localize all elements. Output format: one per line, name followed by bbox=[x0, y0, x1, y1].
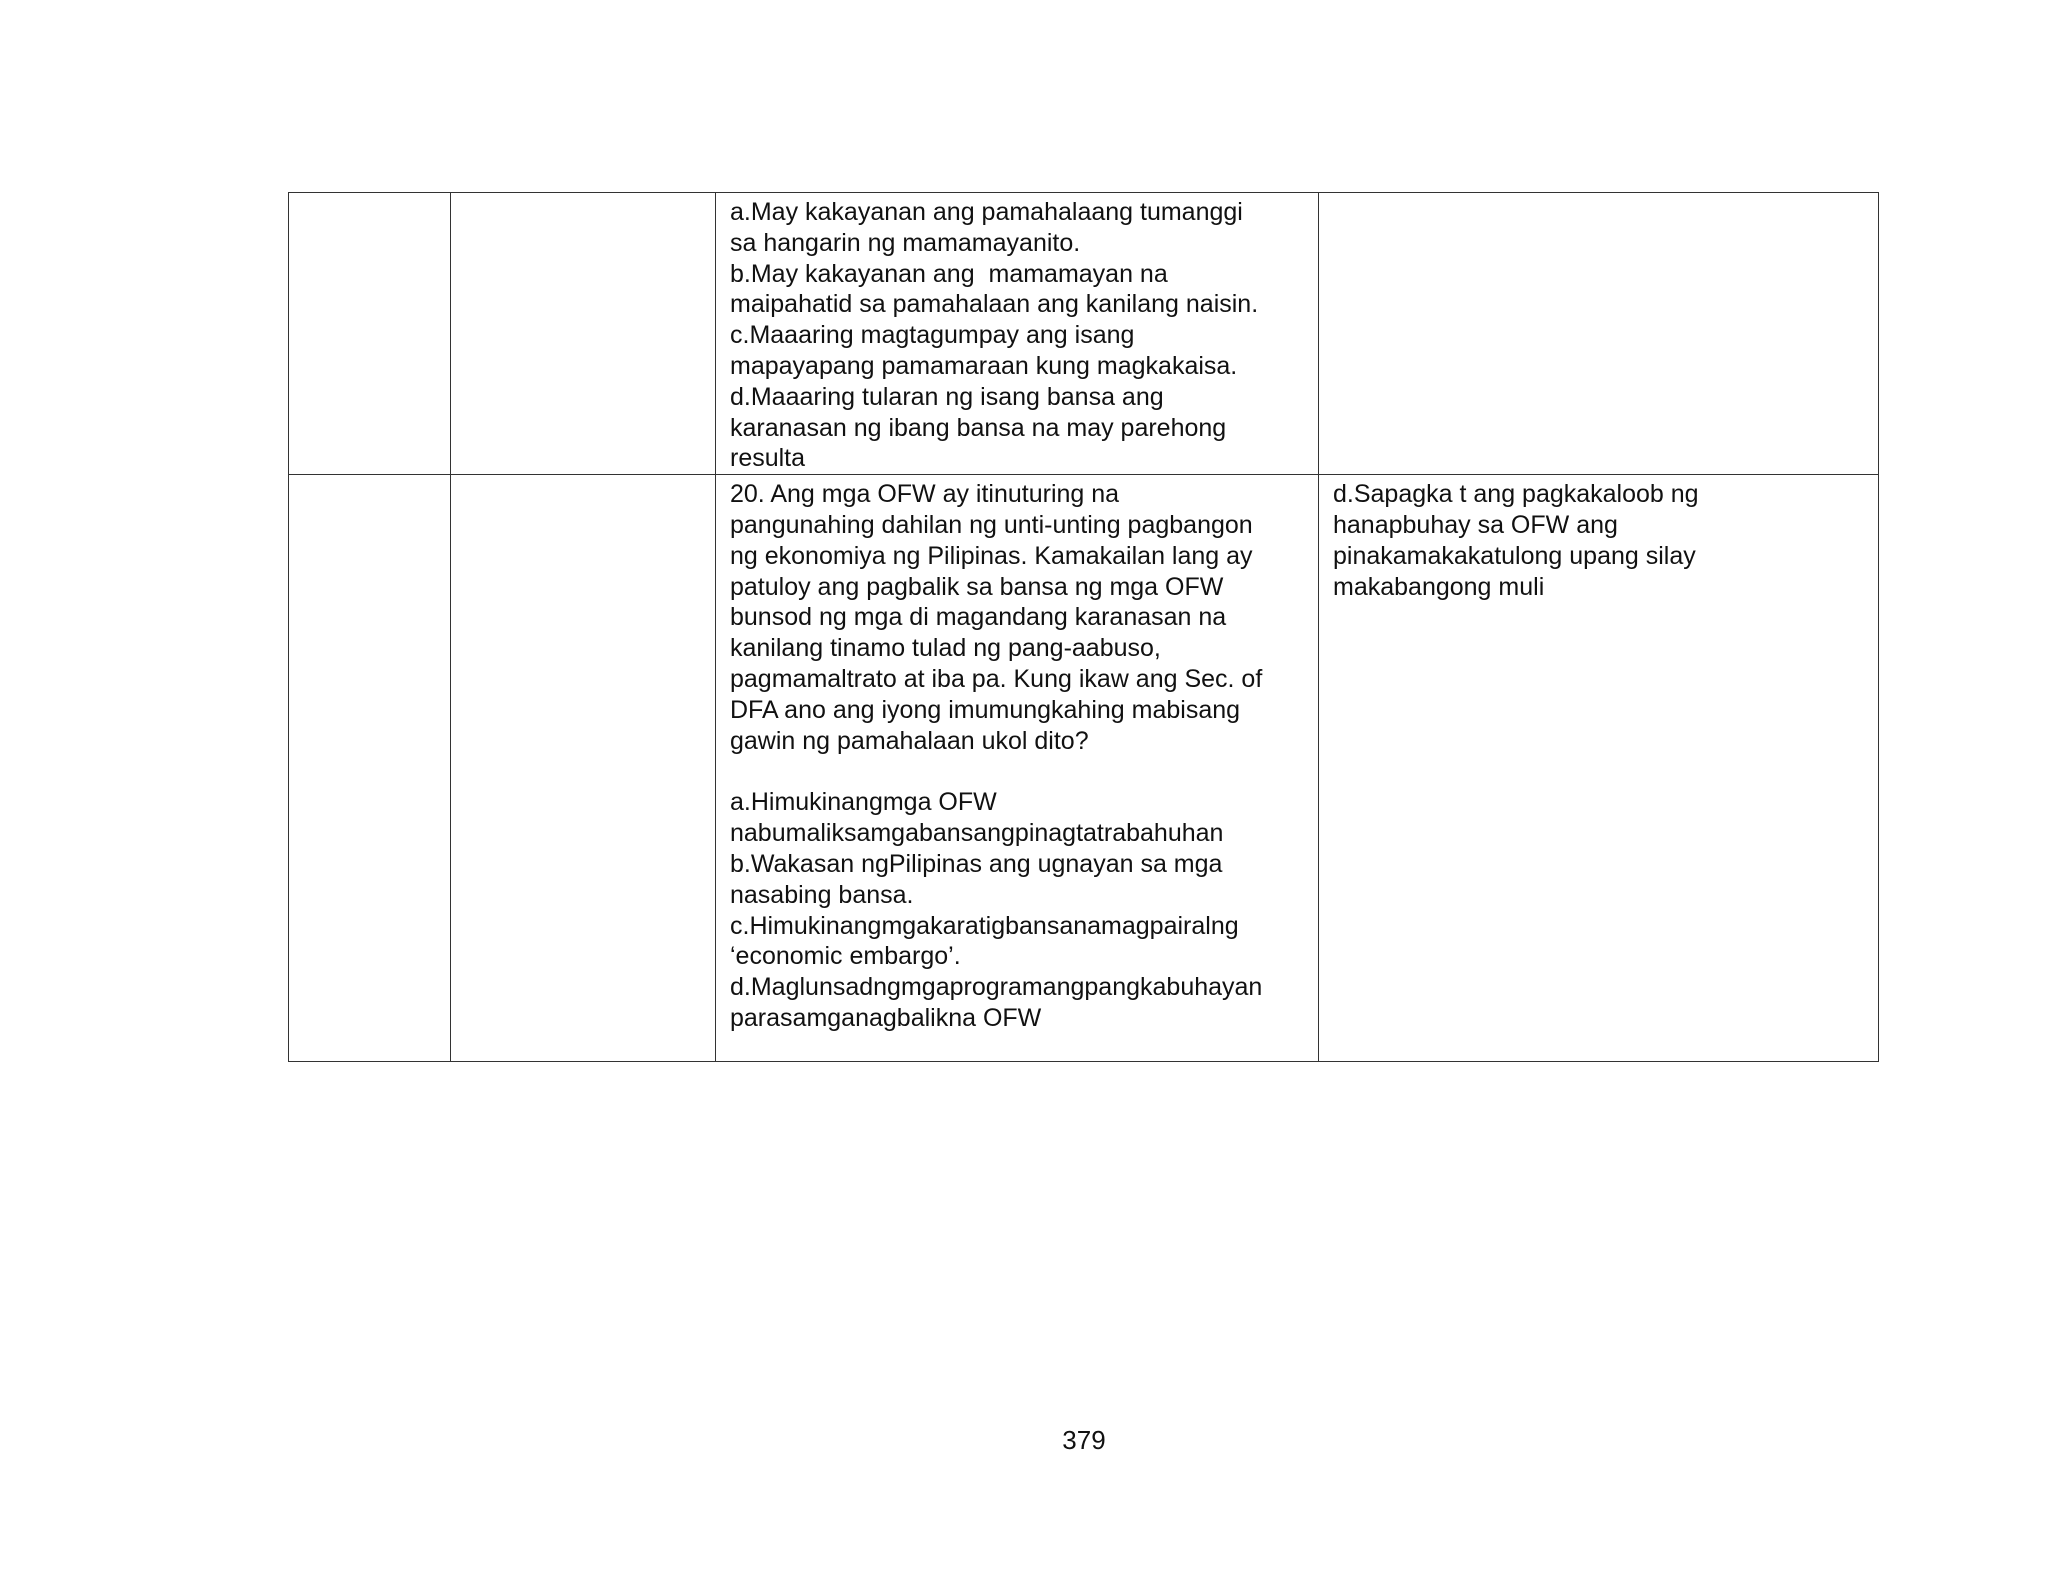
choice-line: b.Wakasan ngPilipinas ang ugnayan sa mga bbox=[730, 849, 1223, 878]
choice-line: nabumaliksamgabansangpinagtatrabahuhan bbox=[730, 819, 1224, 848]
text-line: karanasan ng ibang bansa na may parehong bbox=[730, 413, 1227, 442]
spacer bbox=[730, 756, 1304, 787]
table-cell-empty bbox=[451, 475, 716, 1062]
table-cell-empty bbox=[289, 193, 451, 475]
text-line: b.May kakayanan ang mamamayan na bbox=[730, 259, 1168, 288]
text-line: maipahatid sa pamahalaan ang kanilang naisin. bbox=[730, 290, 1259, 319]
question-cell bbox=[716, 193, 1319, 475]
text-line: d.Maaaring tularan ng isang bansa ang bbox=[730, 382, 1164, 411]
choice-line: ‘economic embargo’. bbox=[730, 942, 961, 971]
text-line: pangunahing dahilan ng unti-unting pagbangon bbox=[730, 510, 1253, 539]
choice-line: parasamganagbalikna OFW bbox=[730, 1003, 1042, 1032]
text-line: patuloy ang pagbalik sa bansa ng mga OFW bbox=[730, 572, 1224, 601]
text-line: resulta bbox=[730, 444, 806, 473]
question-text bbox=[716, 475, 1318, 1034]
text-line: makabangong muli bbox=[1333, 572, 1545, 601]
text-line: mapayapang pamamaraan kung magkakaisa. bbox=[730, 351, 1238, 380]
text-line: a.May kakayanan ang pamahalaang tumanggi bbox=[730, 198, 1243, 226]
question-choices-text bbox=[716, 193, 1318, 474]
text-line: 20. Ang mga OFW ay itinuturing na bbox=[730, 480, 1120, 509]
page-number: 379 bbox=[1062, 1425, 1106, 1455]
choice-line: a.Himukinangmga OFW bbox=[730, 788, 997, 817]
choice-line: d.Maglunsadngmgaprogramangpangkabuhayan bbox=[730, 973, 1263, 1002]
table-cell-empty bbox=[451, 193, 716, 475]
answer-text bbox=[1319, 475, 1878, 602]
text-line: d.Sapagka t ang pagkakaloob ng bbox=[1333, 480, 1699, 509]
choice-line: nasabing bansa. bbox=[730, 880, 914, 909]
table-row bbox=[289, 193, 1879, 475]
text-line: pagmamaltrato at iba pa. Kung ikaw ang Sec. of bbox=[730, 664, 1263, 693]
text-line: DFA ano ang iyong imumungkahing mabisang bbox=[730, 695, 1241, 724]
table-cell-empty bbox=[289, 475, 451, 1062]
answer-cell bbox=[1319, 193, 1879, 475]
text-line: pinakamakakatulong upang silay bbox=[1333, 541, 1696, 570]
question-cell bbox=[716, 475, 1319, 1062]
answer-cell bbox=[1319, 475, 1879, 1062]
text-line: bunsod ng mga di magandang karanasan na bbox=[730, 603, 1227, 632]
content-table bbox=[288, 192, 1879, 1062]
text-line: hanapbuhay sa OFW ang bbox=[1333, 510, 1618, 539]
table-row bbox=[289, 475, 1879, 1062]
text-line: sa hangarin ng mamamayanito. bbox=[730, 228, 1081, 257]
text-line: c.Maaaring magtagumpay ang isang bbox=[730, 321, 1135, 350]
text-line: kanilang tinamo tulad ng pang-aabuso, bbox=[730, 634, 1161, 663]
text-line: gawin ng pamahalaan ukol dito? bbox=[730, 726, 1089, 755]
choice-line: c.Himukinangmgakaratigbansanamagpairalng bbox=[730, 911, 1239, 940]
text-line: ng ekonomiya ng Pilipinas. Kamakailan lang ay bbox=[730, 541, 1253, 570]
